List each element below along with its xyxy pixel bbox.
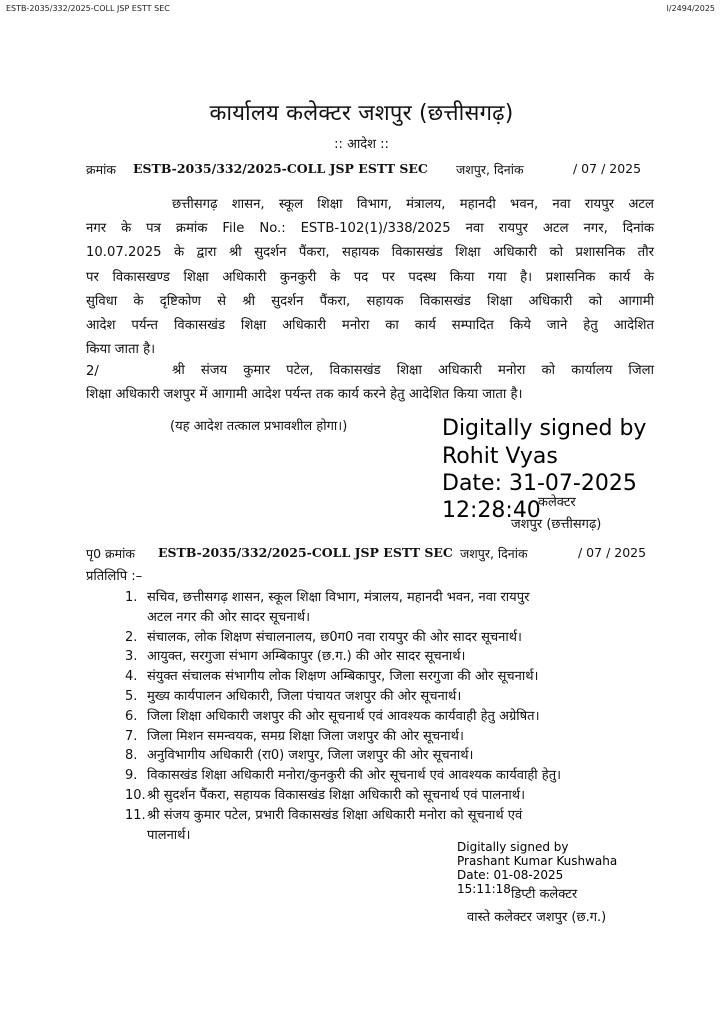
order-paragraph-1 — [86, 193, 654, 362]
list-item: 6. जिला शिक्षा अधिकारी जशपुर की ओर सूचनार्थ एवं आवश्यक कार्यवाही हेतु अग्रेषित। — [125, 708, 540, 724]
office-title: कार्यालय कलेक्टर जशपुर (छत्तीसगढ़) — [209, 101, 514, 126]
list-item: 7. जिला मिशन समन्वयक, समग्र शिक्षा जिला जशपुर की ओर सूचनार्थ। — [125, 728, 464, 744]
copy-ref-label: पृ0 क्रमांक — [86, 546, 135, 561]
list-item: 3. आयुक्त, सरगुजा संभाग अम्बिकापुर (छ.ग.) की ओर सादर सूचनार्थ। — [125, 649, 466, 665]
signatory-1-location: जशपुर (छत्तीसगढ़) — [511, 517, 602, 532]
digital-signature-1-time: 12:28:40 — [442, 498, 541, 523]
digital-signature-2-line1: Digitally signed by — [457, 840, 569, 854]
signatory-1-designation: कलेक्टर — [538, 495, 576, 510]
paragraph-2-number: 2/ — [86, 364, 99, 379]
paragraph-line: छत्तीसगढ़ शासन, स्कूल शिक्षा विभाग, मंत्रालय, महानदी भवन, नवा रायपुर अटल — [172, 197, 654, 212]
copy-ref-place-date: जशपुर, दिनांक — [460, 546, 528, 561]
paragraph-line: 10.07.2025 के द्वारा श्री सुदर्शन पैंकरा, सहायक विकासखंड शिक्षा अधिकारी को प्रशासनिक तौर — [86, 245, 654, 261]
copy-recipient-list — [125, 588, 561, 845]
copy-heading: प्रतिलिपि :– — [86, 569, 143, 584]
digital-signature-2-time: 15:11:18 — [457, 882, 511, 896]
paragraph-line: नगर के पत्र क्रमांक File No.: ESTB-102(1)/338/2025 नवा रायपुर अटल नगर, दिनांक — [86, 221, 654, 237]
signatory-2-on-behalf: वास्ते कलेक्टर जशपुर (छ.ग.) — [467, 910, 607, 925]
copy-ref-number: ESTB-2035/332/2025-COLL JSP ESTT SEC — [158, 545, 453, 560]
paragraph-line: किया जाता है। — [86, 342, 156, 358]
order-ref-date: / 07 / 2025 — [573, 161, 642, 176]
digital-signature-1-line1: Digitally signed by — [442, 416, 647, 441]
digital-signature-1-name: Rohit Vyas — [442, 444, 558, 469]
paragraph-line: श्री संजय कुमार पटेल, विकासखंड शिक्षा अधिकारी मनोरा को कार्यालय जिला — [172, 363, 654, 378]
paragraph-line: पर विकासखण्ड शिक्षा अधिकारी कुनकुरी के पद पर पदस्थ किया गया है। प्रशासनिक कार्य के — [86, 269, 654, 285]
digital-signature-1-date: Date: 31-07-2025 — [442, 471, 637, 496]
signatory-2-designation: डिप्टी कलेक्टर — [511, 887, 578, 902]
list-item: 8. अनुविभागीय अधिकारी (रा0) जशपुर, जिला जशपुर की ओर सूचनार्थ। — [125, 748, 474, 764]
digital-signature-2-name: Prashant Kumar Kushwaha — [457, 854, 618, 868]
paragraph-line: सुविधा के दृष्टिकोण से श्री सुदर्शन पैंकरा, सहायक विकासखंड शिक्षा अधिकारी को आगामी — [86, 293, 654, 309]
order-ref-place-date: जशपुर, दिनांक — [456, 162, 524, 177]
order-heading: :: आदेश :: — [334, 137, 389, 152]
order-ref-label: क्रमांक — [86, 162, 116, 177]
list-item: 4. संयुक्त संचालक संभागीय लोक शिक्षण अम्बिकापुर, जिला सरगुजा की ओर सूचनार्थ। — [125, 669, 539, 685]
list-item: 1. सचिव, छत्तीसगढ़ शासन, स्कूल शिक्षा विभाग, मंत्रालय, महानदी भवन, नवा रायपुर अटल नगर की ओर सादर सूचनार्थ। — [125, 590, 530, 625]
page-header-ref: ESTB-2035/332/2025-COLL JSP ESTT SEC — [6, 4, 170, 13]
list-item: 10. श्री सुदर्शन पैंकरा, सहायक विकासखंड शिक्षा अधिकारी को सूचनार्थ एवं पालनार्थ। — [125, 787, 526, 803]
page-header-number: I/2494/2025 — [666, 4, 715, 13]
paragraph-line: शिक्षा अधिकारी जशपुर में आगामी आदेश पर्यन्त तक कार्य करने हेतु आदेशित किया जाता है। — [86, 387, 523, 403]
order-paragraph-2 — [86, 359, 654, 407]
digital-signature-2-date: Date: 01-08-2025 — [457, 868, 564, 882]
copy-ref-date: / 07 / 2025 — [578, 545, 647, 560]
list-item: 2. संचालक, लोक शिक्षण संचालनालय, छ0ग0 नवा रायपुर की ओर सादर सूचनार्थ। — [125, 629, 522, 645]
list-item: 9. विकासखंड शिक्षा अधिकारी मनोरा/कुनकुरी की ओर सूचनार्थ एवं आवश्यक कार्यवाही हेतु। — [125, 768, 562, 784]
paragraph-line: आदेश पर्यन्त विकासखंड शिक्षा अधिकारी मनोरा का कार्य सम्पादित किये जाने हेतु आदेशित — [86, 318, 654, 334]
order-ref-number: ESTB-2035/332/2025-COLL JSP ESTT SEC — [133, 161, 428, 176]
effect-note: (यह आदेश तत्काल प्रभावशील होगा।) — [170, 419, 348, 434]
list-item: 5. मुख्य कार्यपालन अधिकारी, जिला पंचायत जशपुर की ओर सूचनार्थ। — [125, 688, 462, 704]
list-item: 11. श्री संजय कुमार पटेल, प्रभारी विकासखंड शिक्षा अधिकारी मनोरा को सूचनार्थ एवं पालनार्थ। — [125, 807, 523, 843]
